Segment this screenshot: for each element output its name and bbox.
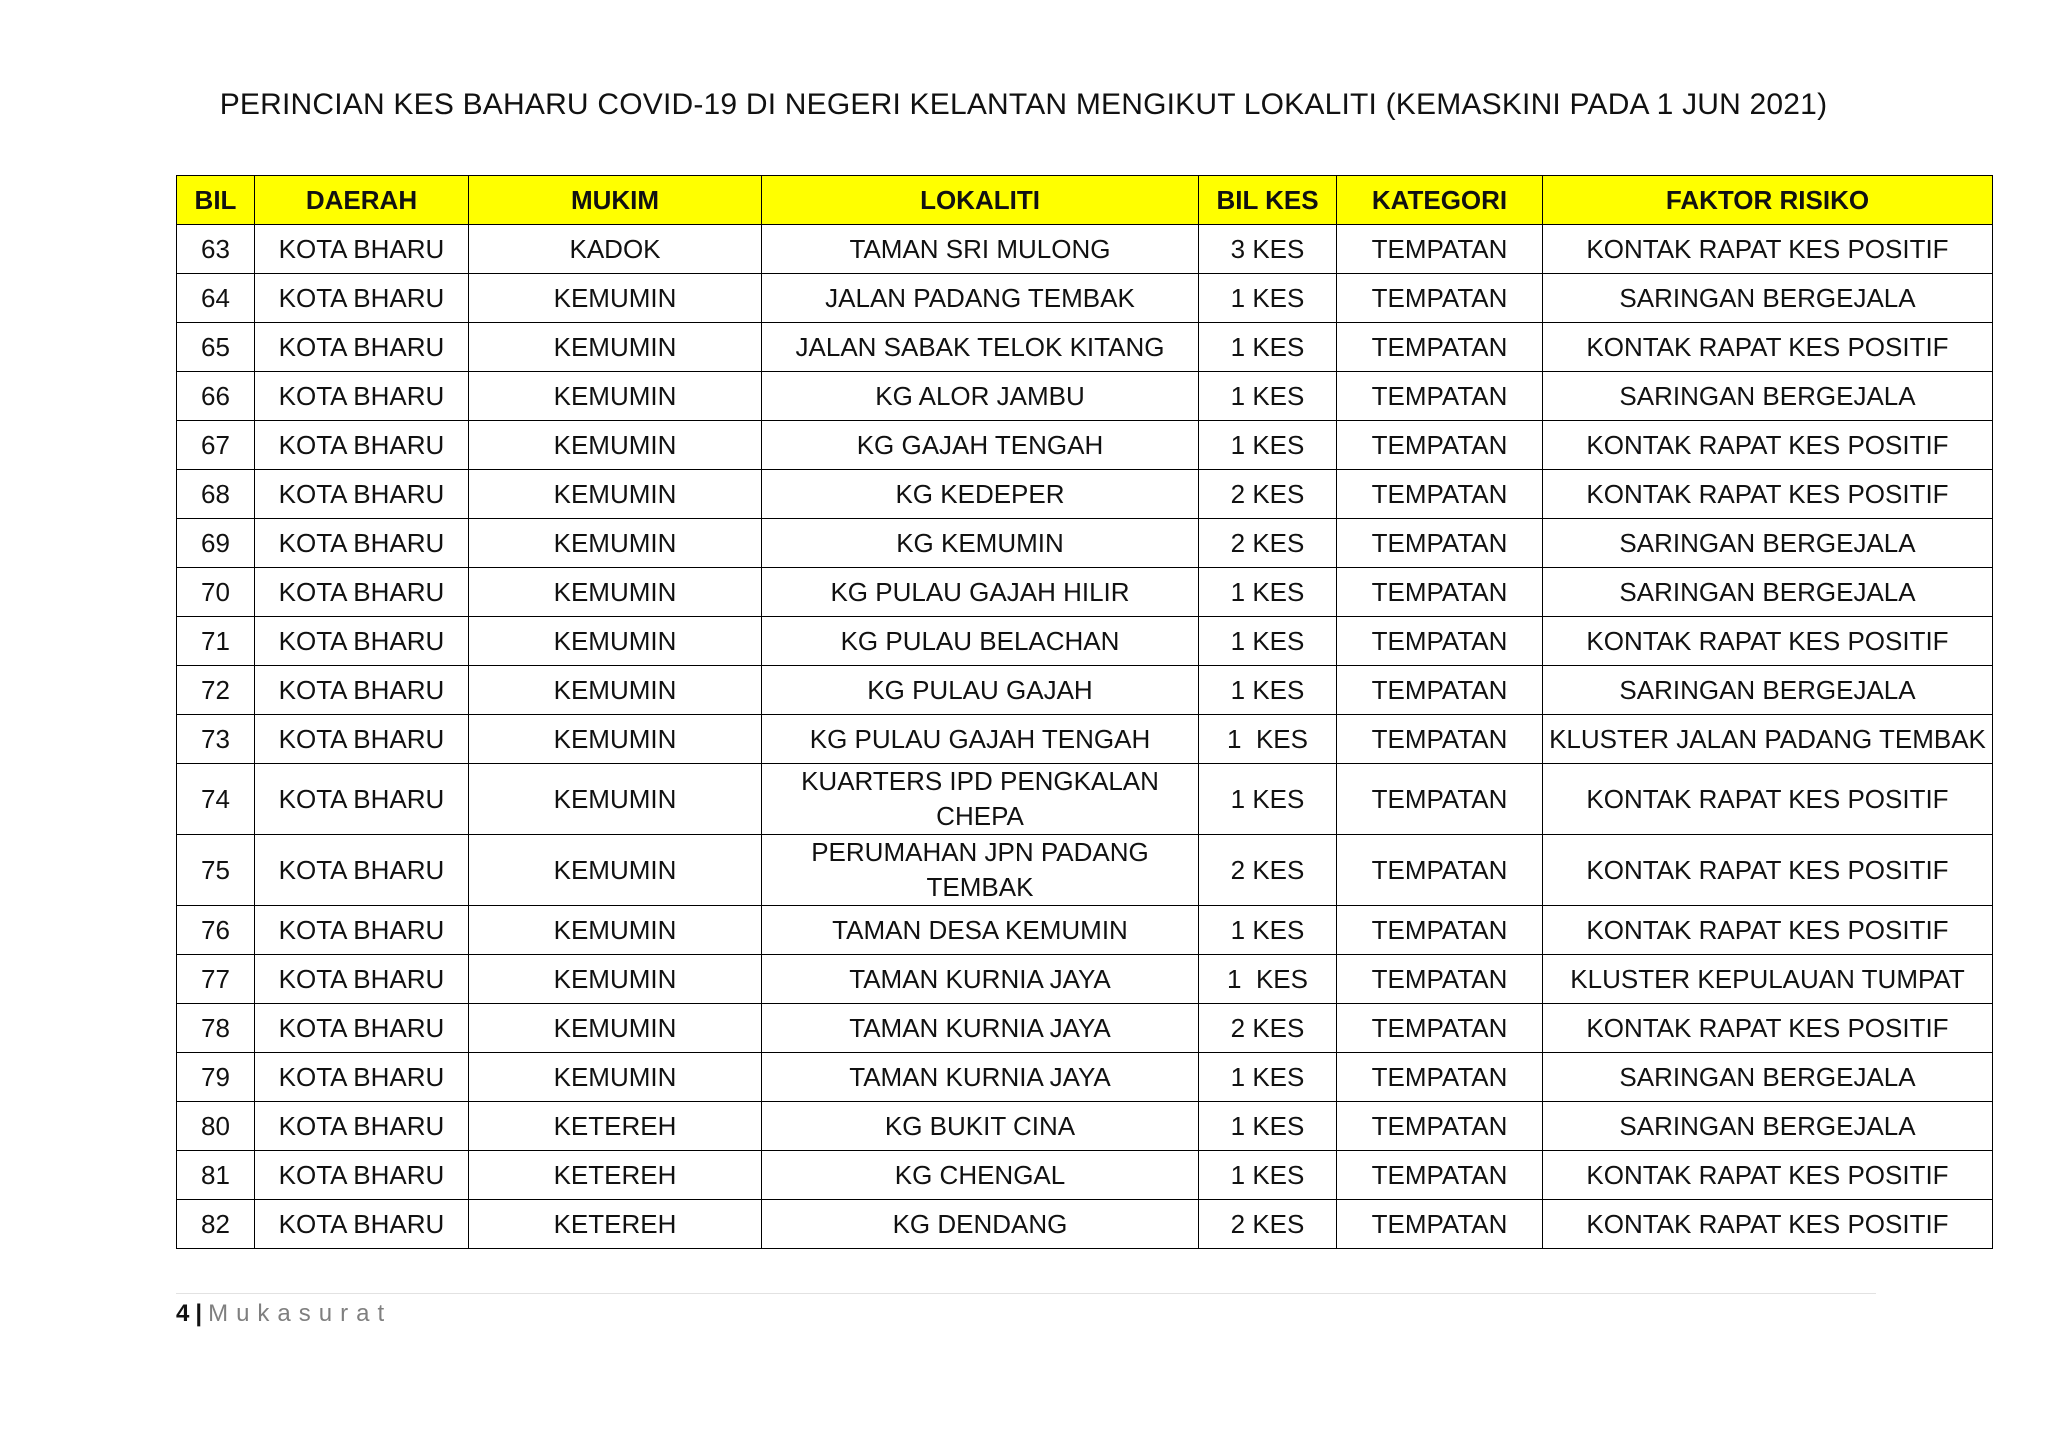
cell-bil-kes: 1 KES bbox=[1199, 955, 1337, 1004]
cell-bil-kes: 1 KES bbox=[1199, 1102, 1337, 1151]
cell-kategori: TEMPATAN bbox=[1337, 835, 1543, 906]
cell-bil: 63 bbox=[177, 225, 255, 274]
table-row bbox=[177, 323, 1993, 372]
cell-daerah: KOTA BHARU bbox=[255, 1102, 469, 1151]
cell-faktor-risiko: KLUSTER JALAN PADANG TEMBAK bbox=[1543, 715, 1993, 764]
cell-daerah: KOTA BHARU bbox=[255, 568, 469, 617]
header-bil: BIL bbox=[177, 176, 255, 225]
cell-faktor-risiko: KONTAK RAPAT KES POSITIF bbox=[1543, 1200, 1993, 1249]
cell-bil-kes: 1 KES bbox=[1199, 568, 1337, 617]
cell-mukim: KEMUMIN bbox=[469, 835, 762, 906]
cell-daerah: KOTA BHARU bbox=[255, 1004, 469, 1053]
cell-faktor-risiko: SARINGAN BERGEJALA bbox=[1543, 1053, 1993, 1102]
cell-bil: 80 bbox=[177, 1102, 255, 1151]
cell-mukim: KEMUMIN bbox=[469, 617, 762, 666]
table-body bbox=[177, 225, 1993, 1249]
cell-lokaliti: KG PULAU BELACHAN bbox=[762, 617, 1199, 666]
cell-faktor-risiko: SARINGAN BERGEJALA bbox=[1543, 372, 1993, 421]
cell-lokaliti: KG PULAU GAJAH TENGAH bbox=[762, 715, 1199, 764]
header-daerah: DAERAH bbox=[255, 176, 469, 225]
cell-bil: 76 bbox=[177, 906, 255, 955]
table-row bbox=[177, 372, 1993, 421]
cell-daerah: KOTA BHARU bbox=[255, 835, 469, 906]
cell-daerah: KOTA BHARU bbox=[255, 274, 469, 323]
cell-bil: 81 bbox=[177, 1151, 255, 1200]
table-row bbox=[177, 666, 1993, 715]
cell-bil-kes: 2 KES bbox=[1199, 519, 1337, 568]
cell-bil: 77 bbox=[177, 955, 255, 1004]
table-row bbox=[177, 715, 1993, 764]
cell-mukim: KEMUMIN bbox=[469, 372, 762, 421]
cell-bil-kes: 2 KES bbox=[1199, 1200, 1337, 1249]
table-row bbox=[177, 1004, 1993, 1053]
cell-bil-kes: 1 KES bbox=[1199, 1053, 1337, 1102]
table-row bbox=[177, 955, 1993, 1004]
cell-lokaliti: KUARTERS IPD PENGKALAN CHEPA bbox=[762, 764, 1199, 835]
cell-bil-kes: 1 KES bbox=[1199, 906, 1337, 955]
table-row bbox=[177, 470, 1993, 519]
table-row bbox=[177, 906, 1993, 955]
cell-bil-kes: 1 KES bbox=[1199, 323, 1337, 372]
header-lokaliti: LOKALITI bbox=[762, 176, 1199, 225]
table-row bbox=[177, 764, 1993, 835]
cell-kategori: TEMPATAN bbox=[1337, 1053, 1543, 1102]
cell-lokaliti: KG PULAU GAJAH HILIR bbox=[762, 568, 1199, 617]
cell-bil-kes: 1 KES bbox=[1199, 666, 1337, 715]
cell-mukim: KEMUMIN bbox=[469, 568, 762, 617]
cell-faktor-risiko: KONTAK RAPAT KES POSITIF bbox=[1543, 225, 1993, 274]
cell-bil: 73 bbox=[177, 715, 255, 764]
table-row bbox=[177, 1151, 1993, 1200]
cell-daerah: KOTA BHARU bbox=[255, 519, 469, 568]
cell-lokaliti: TAMAN KURNIA JAYA bbox=[762, 1053, 1199, 1102]
cell-bil: 66 bbox=[177, 372, 255, 421]
cell-lokaliti: KG DENDANG bbox=[762, 1200, 1199, 1249]
cell-daerah: KOTA BHARU bbox=[255, 715, 469, 764]
table-row bbox=[177, 421, 1993, 470]
table-row bbox=[177, 519, 1993, 568]
cell-faktor-risiko: SARINGAN BERGEJALA bbox=[1543, 274, 1993, 323]
cell-faktor-risiko: KONTAK RAPAT KES POSITIF bbox=[1543, 764, 1993, 835]
cases-table bbox=[176, 175, 1993, 1249]
table-row bbox=[177, 1053, 1993, 1102]
cell-bil: 65 bbox=[177, 323, 255, 372]
cell-kategori: TEMPATAN bbox=[1337, 666, 1543, 715]
cell-bil-kes: 2 KES bbox=[1199, 470, 1337, 519]
cell-lokaliti: TAMAN KURNIA JAYA bbox=[762, 1004, 1199, 1053]
cell-mukim: KEMUMIN bbox=[469, 1053, 762, 1102]
cell-bil: 68 bbox=[177, 470, 255, 519]
cell-mukim: KETEREH bbox=[469, 1102, 762, 1151]
footer-divider bbox=[176, 1293, 1876, 1294]
cell-bil-kes: 2 KES bbox=[1199, 1004, 1337, 1053]
cell-daerah: KOTA BHARU bbox=[255, 1053, 469, 1102]
cell-bil: 71 bbox=[177, 617, 255, 666]
cell-mukim: KEMUMIN bbox=[469, 955, 762, 1004]
cell-bil-kes: 2 KES bbox=[1199, 835, 1337, 906]
cell-mukim: KEMUMIN bbox=[469, 274, 762, 323]
page-footer bbox=[176, 1300, 392, 1328]
cell-daerah: KOTA BHARU bbox=[255, 666, 469, 715]
cell-kategori: TEMPATAN bbox=[1337, 274, 1543, 323]
cell-bil-kes: 1 KES bbox=[1199, 764, 1337, 835]
cell-daerah: KOTA BHARU bbox=[255, 225, 469, 274]
cell-kategori: TEMPATAN bbox=[1337, 764, 1543, 835]
cell-faktor-risiko: SARINGAN BERGEJALA bbox=[1543, 666, 1993, 715]
page-title: PERINCIAN KES BAHARU COVID-19 DI NEGERI KELANTAN MENGIKUT LOKALITI (KEMASKINI PADA 1 JUN 2021) bbox=[219, 88, 1828, 121]
cell-daerah: KOTA BHARU bbox=[255, 617, 469, 666]
cell-bil: 72 bbox=[177, 666, 255, 715]
table-row bbox=[177, 835, 1993, 906]
cell-daerah: KOTA BHARU bbox=[255, 955, 469, 1004]
footer-separator: | bbox=[195, 1300, 203, 1327]
cell-lokaliti: KG KEDEPER bbox=[762, 470, 1199, 519]
cell-faktor-risiko: KLUSTER KEPULAUAN TUMPAT bbox=[1543, 955, 1993, 1004]
cell-faktor-risiko: SARINGAN BERGEJALA bbox=[1543, 1102, 1993, 1151]
cell-kategori: TEMPATAN bbox=[1337, 955, 1543, 1004]
cell-bil: 64 bbox=[177, 274, 255, 323]
cell-kategori: TEMPATAN bbox=[1337, 568, 1543, 617]
cell-faktor-risiko: KONTAK RAPAT KES POSITIF bbox=[1543, 421, 1993, 470]
cell-lokaliti: PERUMAHAN JPN PADANG TEMBAK bbox=[762, 835, 1199, 906]
cell-kategori: TEMPATAN bbox=[1337, 225, 1543, 274]
cell-kategori: TEMPATAN bbox=[1337, 906, 1543, 955]
cell-lokaliti: TAMAN DESA KEMUMIN bbox=[762, 906, 1199, 955]
cell-mukim: KEMUMIN bbox=[469, 519, 762, 568]
cell-bil-kes: 1 KES bbox=[1199, 1151, 1337, 1200]
cell-lokaliti: KG CHENGAL bbox=[762, 1151, 1199, 1200]
cell-kategori: TEMPATAN bbox=[1337, 1004, 1543, 1053]
cell-mukim: KEMUMIN bbox=[469, 323, 762, 372]
cell-bil: 67 bbox=[177, 421, 255, 470]
table-row bbox=[177, 1102, 1993, 1151]
cell-lokaliti: KG KEMUMIN bbox=[762, 519, 1199, 568]
cell-kategori: TEMPATAN bbox=[1337, 617, 1543, 666]
cell-faktor-risiko: KONTAK RAPAT KES POSITIF bbox=[1543, 617, 1993, 666]
cell-lokaliti: TAMAN SRI MULONG bbox=[762, 225, 1199, 274]
table-header-row bbox=[177, 176, 1993, 225]
cell-bil: 75 bbox=[177, 835, 255, 906]
cell-kategori: TEMPATAN bbox=[1337, 421, 1543, 470]
cell-lokaliti: KG ALOR JAMBU bbox=[762, 372, 1199, 421]
table-row bbox=[177, 568, 1993, 617]
cell-kategori: TEMPATAN bbox=[1337, 519, 1543, 568]
cell-faktor-risiko: KONTAK RAPAT KES POSITIF bbox=[1543, 1151, 1993, 1200]
cell-bil-kes: 1 KES bbox=[1199, 421, 1337, 470]
cell-lokaliti: KG BUKIT CINA bbox=[762, 1102, 1199, 1151]
cell-mukim: KEMUMIN bbox=[469, 1004, 762, 1053]
cell-mukim: KEMUMIN bbox=[469, 666, 762, 715]
cell-bil: 74 bbox=[177, 764, 255, 835]
table-row bbox=[177, 274, 1993, 323]
cell-mukim: KEMUMIN bbox=[469, 906, 762, 955]
header-mukim: MUKIM bbox=[469, 176, 762, 225]
cell-mukim: KEMUMIN bbox=[469, 470, 762, 519]
cell-lokaliti: JALAN PADANG TEMBAK bbox=[762, 274, 1199, 323]
cell-faktor-risiko: KONTAK RAPAT KES POSITIF bbox=[1543, 835, 1993, 906]
table-row bbox=[177, 1200, 1993, 1249]
cell-kategori: TEMPATAN bbox=[1337, 1200, 1543, 1249]
cell-daerah: KOTA BHARU bbox=[255, 372, 469, 421]
cell-mukim: KETEREH bbox=[469, 1200, 762, 1249]
cell-daerah: KOTA BHARU bbox=[255, 764, 469, 835]
cell-bil: 69 bbox=[177, 519, 255, 568]
cell-faktor-risiko: SARINGAN BERGEJALA bbox=[1543, 568, 1993, 617]
cell-mukim: KEMUMIN bbox=[469, 421, 762, 470]
table-row bbox=[177, 617, 1993, 666]
header-faktor-risiko: FAKTOR RISIKO bbox=[1543, 176, 1993, 225]
cell-bil-kes: 1 KES bbox=[1199, 372, 1337, 421]
cell-daerah: KOTA BHARU bbox=[255, 421, 469, 470]
cell-faktor-risiko: KONTAK RAPAT KES POSITIF bbox=[1543, 470, 1993, 519]
header-bil-kes: BIL KES bbox=[1199, 176, 1337, 225]
cell-daerah: KOTA BHARU bbox=[255, 1151, 469, 1200]
cell-bil: 79 bbox=[177, 1053, 255, 1102]
cell-bil-kes: 1 KES bbox=[1199, 274, 1337, 323]
cell-bil: 70 bbox=[177, 568, 255, 617]
cell-bil-kes: 3 KES bbox=[1199, 225, 1337, 274]
cell-kategori: TEMPATAN bbox=[1337, 1151, 1543, 1200]
cell-bil-kes: 1 KES bbox=[1199, 715, 1337, 764]
cell-kategori: TEMPATAN bbox=[1337, 323, 1543, 372]
cell-lokaliti: JALAN SABAK TELOK KITANG bbox=[762, 323, 1199, 372]
cell-faktor-risiko: KONTAK RAPAT KES POSITIF bbox=[1543, 323, 1993, 372]
cell-bil: 82 bbox=[177, 1200, 255, 1249]
cell-kategori: TEMPATAN bbox=[1337, 1102, 1543, 1151]
cell-daerah: KOTA BHARU bbox=[255, 906, 469, 955]
cell-lokaliti: KG GAJAH TENGAH bbox=[762, 421, 1199, 470]
page-number: 4 bbox=[176, 1300, 190, 1327]
cell-daerah: KOTA BHARU bbox=[255, 1200, 469, 1249]
cell-daerah: KOTA BHARU bbox=[255, 323, 469, 372]
cell-daerah: KOTA BHARU bbox=[255, 470, 469, 519]
cell-bil-kes: 1 KES bbox=[1199, 617, 1337, 666]
footer-label: Mukasurat bbox=[208, 1300, 393, 1327]
cell-faktor-risiko: SARINGAN BERGEJALA bbox=[1543, 519, 1993, 568]
cell-lokaliti: TAMAN KURNIA JAYA bbox=[762, 955, 1199, 1004]
cell-faktor-risiko: KONTAK RAPAT KES POSITIF bbox=[1543, 1004, 1993, 1053]
cell-mukim: KETEREH bbox=[469, 1151, 762, 1200]
table-row bbox=[177, 225, 1993, 274]
cell-mukim: KEMUMIN bbox=[469, 764, 762, 835]
cell-kategori: TEMPATAN bbox=[1337, 470, 1543, 519]
header-kategori: KATEGORI bbox=[1337, 176, 1543, 225]
cell-lokaliti: KG PULAU GAJAH bbox=[762, 666, 1199, 715]
cell-mukim: KADOK bbox=[469, 225, 762, 274]
cell-bil: 78 bbox=[177, 1004, 255, 1053]
cell-faktor-risiko: KONTAK RAPAT KES POSITIF bbox=[1543, 906, 1993, 955]
cell-kategori: TEMPATAN bbox=[1337, 715, 1543, 764]
cell-kategori: TEMPATAN bbox=[1337, 372, 1543, 421]
cell-mukim: KEMUMIN bbox=[469, 715, 762, 764]
